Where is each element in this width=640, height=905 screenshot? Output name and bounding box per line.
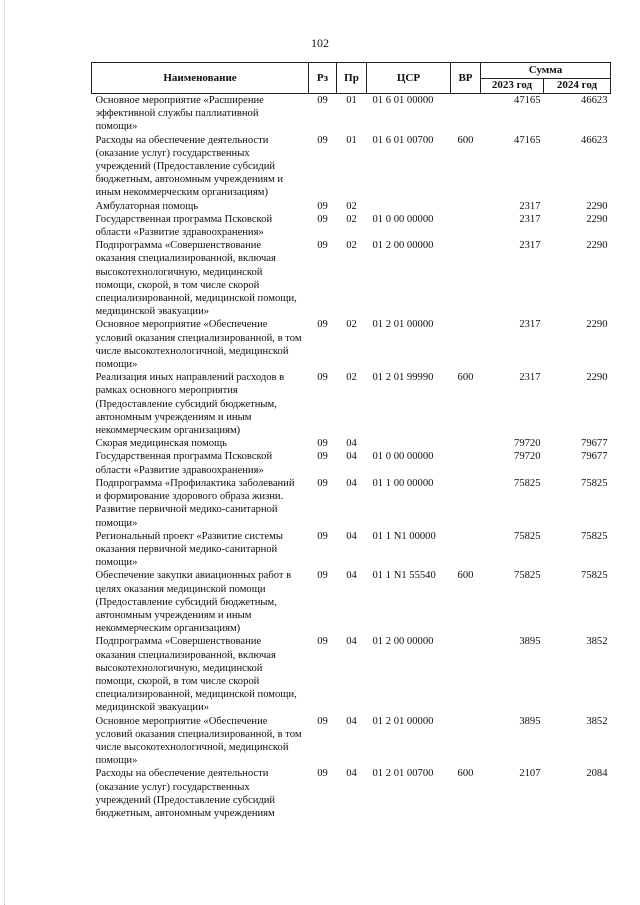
row-name: Обеспечение закупки авиационных работ в целях оказания медицинской помощи (Предоставление субсидий бюджетным, автономным учреждениям и иным некоммерческим организациям) (95, 570, 292, 635)
row-sum-2023: 2317 (519, 200, 541, 212)
row-sum-2024: 2290 (586, 319, 608, 331)
table-row (92, 318, 611, 371)
row-rz: 09 (317, 213, 328, 225)
row-vr: 600 (457, 768, 474, 780)
row-csr: 01 6 01 00000 (372, 95, 434, 106)
table-row (92, 94, 611, 134)
row-csr: 01 1 N1 55540 (372, 570, 436, 582)
row-pr: 04 (346, 477, 357, 489)
row-vr (451, 530, 481, 570)
row-name: Реализация иных направлений расходов в рамках основного мероприятия (Предоставление субсидий бюджетным, автономным учреждениям и иным некоммерческим организациям) (95, 372, 285, 437)
row-vr (451, 239, 481, 318)
row-vr: 600 (457, 372, 474, 384)
header-sum: Сумма (481, 63, 611, 79)
row-csr: 01 1 N1 00000 (372, 530, 436, 542)
row-vr: 600 (457, 570, 474, 582)
row-pr: 04 (346, 715, 357, 727)
row-pr: 04 (346, 438, 357, 450)
row-rz: 09 (317, 372, 328, 384)
table-header (92, 63, 611, 94)
row-sum-2024: 3852 (586, 715, 608, 727)
table-row (92, 437, 611, 450)
row-pr: 01 (346, 95, 357, 106)
row-name: Скорая медицинская помощь (95, 438, 227, 450)
table-row (92, 200, 611, 213)
row-name: Подпрограмма «Профилактика заболеваний и формирование здорового образа жизни. Развитие первичной медико-санитарной помощи» (95, 477, 295, 529)
row-vr (451, 318, 481, 371)
table-row (92, 450, 611, 476)
row-pr: 02 (346, 240, 357, 252)
row-sum-2023: 75825 (514, 477, 541, 489)
row-csr: 01 6 01 00700 (372, 134, 434, 146)
row-sum-2024: 75825 (581, 477, 608, 489)
table-body (92, 94, 611, 821)
row-rz: 09 (317, 636, 328, 648)
row-csr: 01 2 01 00700 (372, 768, 434, 780)
row-sum-2024: 3852 (586, 636, 608, 648)
row-sum-2024: 2290 (586, 372, 608, 384)
row-sum-2023: 3895 (519, 715, 541, 727)
row-name: Расходы на обеспечение деятельности (оказание услуг) государственных учреждений (Предоставление субсидий бюджетным, автономным учреждениям и иным некоммерческим организациям) (95, 134, 284, 199)
row-sum-2023: 3895 (519, 636, 541, 648)
row-name: Государственная программа Псковской области «Развитие здравоохранения» (95, 451, 273, 476)
header-pr: Пр (337, 63, 367, 94)
row-pr: 04 (346, 570, 357, 582)
row-pr: 01 (346, 134, 357, 146)
row-sum-2023: 2107 (519, 768, 541, 780)
row-rz: 09 (317, 715, 328, 727)
row-sum-2024: 2290 (586, 213, 608, 225)
row-sum-2023: 79720 (514, 438, 541, 450)
row-sum-2024: 79677 (581, 438, 608, 450)
row-sum-2023: 2317 (519, 372, 541, 384)
header-name: Наименование (92, 63, 309, 94)
row-csr: 01 2 01 00000 (372, 715, 434, 727)
row-sum-2024: 75825 (581, 570, 608, 582)
row-vr (451, 437, 481, 450)
row-name: Региональный проект «Развитие системы оказания первичной медико-санитарной помощи» (95, 530, 283, 569)
row-rz: 09 (317, 570, 328, 582)
row-sum-2024: 79677 (581, 451, 608, 463)
row-name: Основное мероприятие «Расширение эффективной службы паллиативной помощи» (95, 95, 264, 133)
row-vr (451, 635, 481, 714)
row-csr: 01 2 01 99990 (372, 372, 434, 384)
row-name: Подпрограмма «Совершенствование оказания специализированной, включая высокотехнологичную, медицинской помощи, скорой, в том числе скорой специализированной, медицинской помощи, медицинской эвакуации» (95, 240, 297, 318)
row-name: Амбулаторная помощь (95, 200, 199, 212)
budget-table (91, 62, 611, 820)
header-year-2024: 2024 год (544, 78, 611, 94)
row-pr: 02 (346, 319, 357, 331)
row-sum-2023: 2317 (519, 319, 541, 331)
row-sum-2024: 46623 (581, 134, 608, 146)
row-sum-2023: 2317 (519, 213, 541, 225)
row-name: Государственная программа Псковской области «Развитие здравоохранения» (95, 213, 273, 239)
row-sum-2024: 2290 (586, 200, 608, 212)
table-row (92, 767, 611, 820)
row-rz: 09 (317, 438, 328, 450)
row-csr: 01 2 01 00000 (372, 319, 434, 331)
row-name: Подпрограмма «Совершенствование оказания специализированной, включая высокотехнологичную, медицинской помощи, скорой, в том числе скорой специализированной, медицинской помощи, медицинской эвакуации» (95, 636, 297, 714)
row-sum-2023: 47165 (514, 134, 541, 146)
row-name: Основное мероприятие «Обеспечение условий оказания специализированной, в том числе высокотехнологичной, медицинской помощи» (95, 715, 302, 767)
row-pr: 04 (346, 451, 357, 463)
row-rz: 09 (317, 768, 328, 780)
row-vr (451, 213, 481, 239)
row-vr: 600 (457, 134, 474, 146)
row-rz: 09 (317, 319, 328, 331)
row-sum-2024: 46623 (581, 95, 608, 106)
header-csr: ЦСР (367, 63, 451, 94)
row-vr (451, 200, 481, 213)
row-pr: 02 (346, 213, 357, 225)
row-csr (367, 437, 451, 450)
row-sum-2023: 75825 (514, 570, 541, 582)
row-rz: 09 (317, 451, 328, 463)
row-vr (451, 450, 481, 476)
table-row (92, 569, 611, 635)
table-row (92, 134, 611, 200)
table-row (92, 715, 611, 768)
row-rz: 09 (317, 95, 328, 106)
row-vr (451, 94, 481, 134)
row-sum-2024: 75825 (581, 530, 608, 542)
row-rz: 09 (317, 134, 328, 146)
table-row (92, 213, 611, 239)
row-pr: 04 (346, 768, 357, 780)
row-csr: 01 2 00 00000 (372, 636, 434, 648)
row-csr: 01 0 00 00000 (372, 213, 434, 225)
header-vr: ВР (451, 63, 481, 94)
row-pr: 04 (346, 530, 357, 542)
row-pr: 02 (346, 200, 357, 212)
row-sum-2023: 79720 (514, 451, 541, 463)
row-csr: 01 0 00 00000 (372, 451, 434, 463)
row-sum-2024: 2084 (586, 768, 608, 780)
row-rz: 09 (317, 200, 328, 212)
table-row (92, 477, 611, 530)
page-number: 102 (311, 36, 329, 50)
row-name: Основное мероприятие «Обеспечение условий оказания специализированной, в том числе высокотехнологичной, медицинской помощи» (95, 319, 302, 371)
table-row (92, 635, 611, 714)
table-row (92, 530, 611, 570)
row-sum-2023: 75825 (514, 530, 541, 542)
row-vr (451, 715, 481, 768)
row-vr (451, 477, 481, 530)
table-row (92, 239, 611, 318)
row-csr (367, 200, 451, 213)
table-row (92, 371, 611, 437)
header-year-2023: 2023 год (481, 78, 544, 94)
row-rz: 09 (317, 530, 328, 542)
row-pr: 04 (346, 636, 357, 648)
scan-edge (4, 0, 6, 905)
row-rz: 09 (317, 240, 328, 252)
row-rz: 09 (317, 477, 328, 489)
row-csr: 01 2 00 00000 (372, 240, 434, 252)
row-sum-2024: 2290 (586, 240, 608, 252)
row-pr: 02 (346, 372, 357, 384)
header-rz: Рз (309, 63, 337, 94)
row-name: Расходы на обеспечение деятельности (оказание услуг) государственных учреждений (Предоставление субсидий бюджетным, автономным учреждениям (95, 768, 276, 819)
row-sum-2023: 2317 (519, 240, 541, 252)
row-csr: 01 1 00 00000 (372, 477, 434, 489)
row-sum-2023: 47165 (514, 95, 541, 106)
